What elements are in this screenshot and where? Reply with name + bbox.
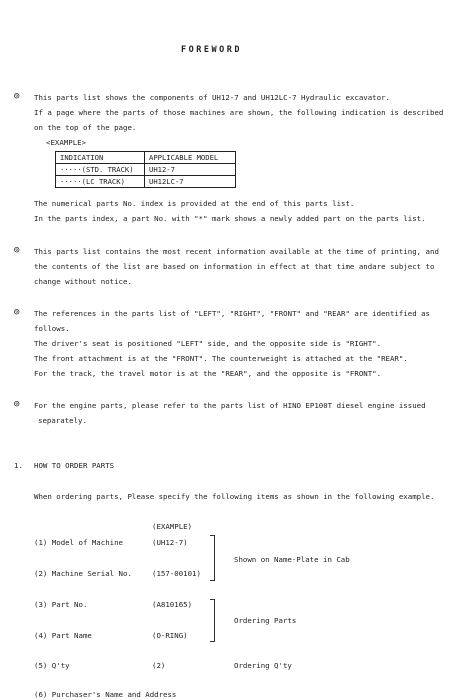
para3-line-2: follows. — [34, 324, 70, 333]
group-note: Shown on Name-Plate in Cab — [234, 555, 350, 564]
table-header-row — [56, 152, 236, 164]
para1-line-2: If a page where the parts of those machines are shown, the following indication is described — [34, 108, 444, 117]
para1-line-1: This parts list shows the components of UH12-7 and UH12LC-7 Hydraulic excavator. — [34, 93, 390, 102]
section-intro: When ordering parts, Please specify the following items as shown in the following example. — [34, 492, 435, 501]
indication-table — [55, 151, 236, 188]
para3-line-3: The driver's seat is positioned "LEFT" side, and the opposite side is "RIGHT". — [34, 339, 382, 348]
table-header-cell: APPLICABLE MODEL — [145, 152, 236, 164]
bullet-icon: ◎ — [14, 91, 20, 101]
order-item-label: (6) Purchaser's Name and Address — [34, 690, 177, 699]
order-item-label: (3) Part No. — [34, 600, 88, 609]
para3-line-4: The front attachment is at the "FRONT". The counterweight is attached at the "REAR". — [34, 354, 408, 363]
order-item-example: (O-RING) — [152, 631, 188, 640]
para2-line-1: This parts list contains the most recent information available at the time of printing, and — [34, 247, 439, 256]
para4-line-2: separately. — [38, 416, 87, 425]
para2-line-2: the contents of the list are based on information in effect at that time andare subject to — [34, 262, 435, 271]
order-item-label: (1) Model of Machine — [34, 538, 123, 547]
order-item-example: (A810165) — [152, 600, 193, 609]
para3-line-5: For the track, the travel motor is at the "REAR", and the opposite is "FRONT". — [34, 369, 382, 378]
table-cell: ·····(STD. TRACK) — [56, 164, 145, 176]
example-header: (EXAMPLE) — [152, 522, 193, 531]
order-item-example: (UH12-7) — [152, 538, 188, 547]
section-heading: HOW TO ORDER PARTS — [34, 461, 115, 470]
bullet-icon: ◎ — [14, 399, 20, 409]
para4-line-1: For the engine parts, please refer to the parts list of HINO EP100T diesel engine issued — [34, 401, 426, 410]
para2-line-3: change without notice. — [34, 277, 132, 286]
bullet-icon: ◎ — [14, 245, 20, 255]
order-item-label: (4) Part Name — [34, 631, 92, 640]
page-title: FOREWORD — [181, 45, 242, 55]
example-label: <EXAMPLE> — [46, 138, 87, 147]
group-brace — [210, 535, 215, 581]
order-item-example: (157-00101) — [152, 569, 201, 578]
table-cell: UH12LC-7 — [145, 176, 236, 188]
para3-line-1: The references in the parts list of "LEFT", "RIGHT", "FRONT" and "REAR" are identified as — [34, 309, 431, 318]
order-item-example: (2) — [152, 661, 166, 670]
table-row — [56, 164, 236, 176]
table-cell: UH12-7 — [145, 164, 236, 176]
bullet-icon: ◎ — [14, 307, 20, 317]
table-row — [56, 176, 236, 188]
para1-after-line-2: In the parts index, a part No. with "*" mark shows a newly added part on the parts list. — [34, 214, 426, 223]
para1-after-line-1: The numerical parts No. index is provided at the end of this parts list. — [34, 199, 355, 208]
group-note: Ordering Parts — [234, 616, 297, 625]
para1-line-3: on the top of the page. — [34, 123, 137, 132]
group-brace — [210, 599, 215, 642]
order-item-label: (5) Q'ty — [34, 661, 70, 670]
order-item-label: (2) Machine Serial No. — [34, 569, 132, 578]
section-number: 1. — [14, 461, 23, 470]
table-header-cell: INDICATION — [56, 152, 145, 164]
table-cell: ·····(LC TRACK) — [56, 176, 145, 188]
group-note: Ordering Q'ty — [234, 661, 292, 670]
